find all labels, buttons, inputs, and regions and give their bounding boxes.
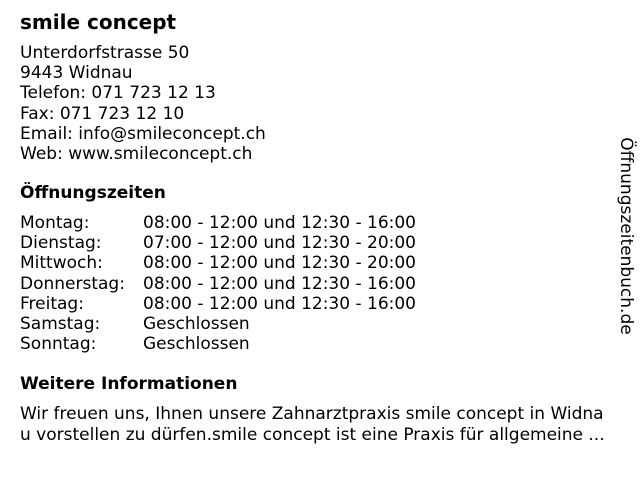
business-name: smile concept <box>20 10 177 34</box>
day-label: Dienstag: <box>20 233 102 254</box>
website-text: Web: www.smileconcept.ch <box>20 144 253 165</box>
time-value: 08:00 - 12:00 und 12:30 - 16:00 <box>143 293 416 314</box>
more-info-line: u vorstellen zu dürfen.smile concept ist eine Praxis für allgemeine ... <box>20 425 605 445</box>
day-label: Freitag: <box>20 293 84 314</box>
address-street: Unterdorfstrasse 50 <box>20 43 190 63</box>
time-value: 08:00 - 12:00 und 12:30 - 20:00 <box>143 253 416 274</box>
day-label: Montag: <box>20 213 90 233</box>
phone-text: Telefon: 071 723 12 13 <box>20 83 216 104</box>
site-watermark: Öffnungszeitenbuch.de <box>616 137 636 335</box>
email-text: Email: info@smileconcept.ch <box>20 123 266 144</box>
time-value: Geschlossen <box>143 313 250 334</box>
time-value: Geschlossen <box>143 334 250 355</box>
time-value: 08:00 - 12:00 und 12:30 - 16:00 <box>143 273 416 294</box>
day-label: Donnerstag: <box>20 273 125 294</box>
time-value: 08:00 - 12:00 und 12:30 - 16:00 <box>143 213 416 233</box>
more-info-heading: Weitere Informationen <box>20 374 238 394</box>
more-info-line: Wir freuen uns, Ihnen unsere Zahnarztpraxis smile concept in Widna <box>20 404 604 424</box>
more-info-text <box>20 404 620 446</box>
day-label: Mittwoch: <box>20 253 103 274</box>
opening-hours-heading: Öffnungszeiten <box>20 183 166 203</box>
fax-text: Fax: 071 723 12 10 <box>20 103 185 124</box>
day-label: Sonntag: <box>20 334 97 355</box>
address-city: 9443 Widnau <box>20 63 133 84</box>
day-label: Samstag: <box>20 313 101 334</box>
contact-block <box>20 43 266 164</box>
time-value: 07:00 - 12:00 und 12:30 - 20:00 <box>143 233 416 254</box>
